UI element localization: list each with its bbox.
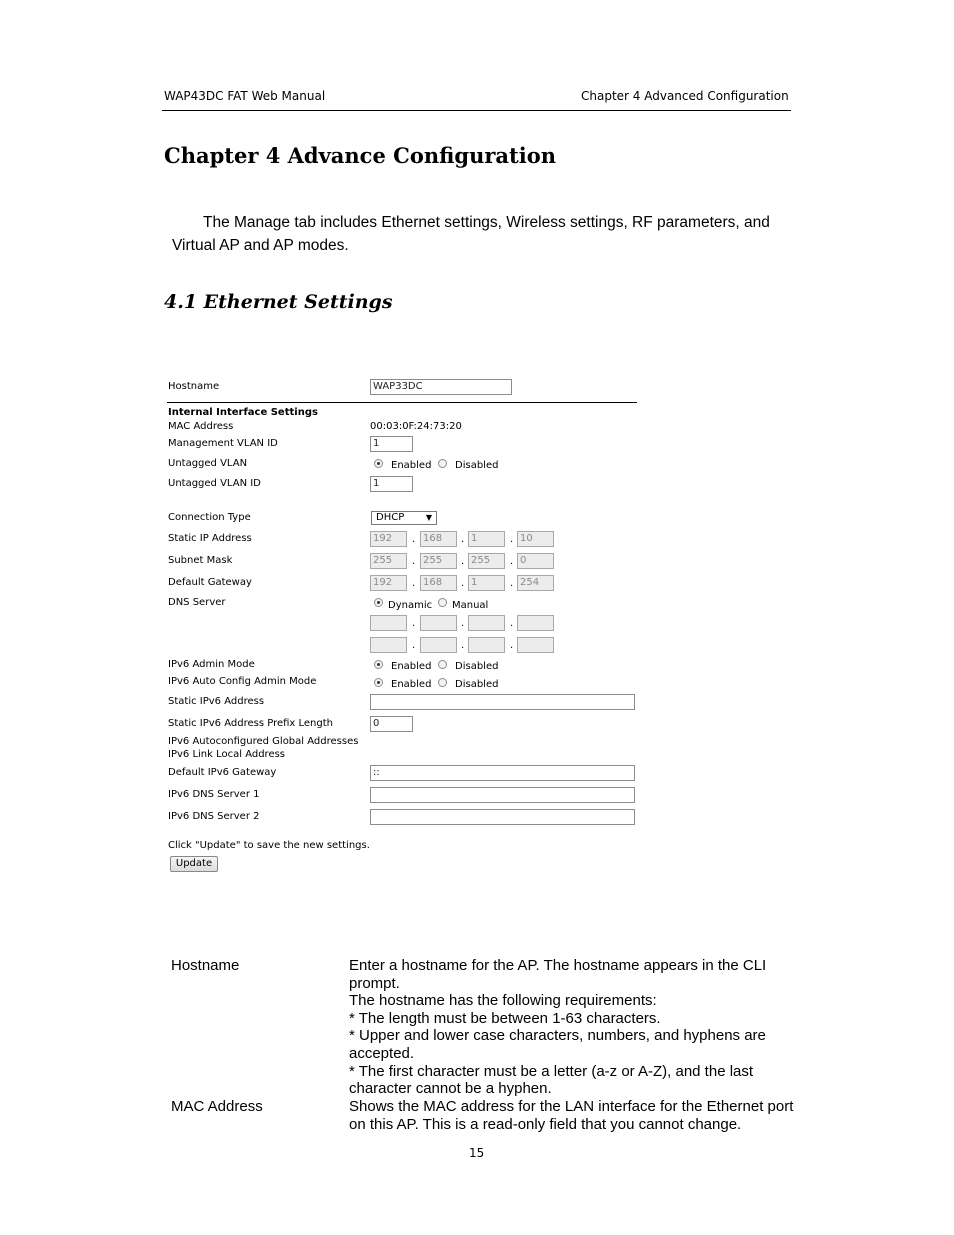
ipv6-admin-mode-label: IPv6 Admin Mode	[168, 659, 255, 670]
intro-paragraph: The Manage tab includes Ethernet settings, Wireless settings, RF parameters, and Virtual AP and AP modes.	[172, 214, 770, 254]
dns-dynamic-label: Dynamic	[388, 600, 433, 611]
static-ipv6-input[interactable]	[370, 694, 635, 710]
gateway-octet-2[interactable]: 168	[420, 575, 457, 591]
desc-hostname-line: * The first character must be a letter (a-z or A-Z), and the last character cannot be a hyphen.	[349, 1062, 754, 1098]
dns-manual-label: Manual	[452, 600, 489, 611]
octet-separator: .	[412, 556, 416, 567]
ipv6-link-local-label: IPv6 Link Local Address	[168, 749, 286, 760]
octet-separator: .	[461, 556, 465, 567]
untagged-vlan-enabled-radio[interactable]	[374, 459, 383, 468]
ipv6-dns1-label: IPv6 DNS Server 1	[168, 789, 260, 800]
static-ipv6-label: Static IPv6 Address	[168, 696, 265, 707]
dns1-octet-3[interactable]	[468, 615, 505, 631]
untagged-vlan-label: Untagged VLAN	[168, 458, 248, 469]
octet-separator: .	[412, 534, 416, 545]
hostname-input[interactable]: WAP33DC	[370, 379, 512, 395]
octet-separator: .	[461, 578, 465, 589]
ipv6-dns2-label: IPv6 DNS Server 2	[168, 811, 260, 822]
untagged-vlan-disabled-radio[interactable]	[438, 459, 447, 468]
desc-mac-address: Shows the MAC address for the LAN interface for the Ethernet port on this AP. This is a read-only field that you cannot change.	[349, 1098, 794, 1133]
section-title: 4.1 Ethernet Settings	[164, 291, 393, 313]
update-button[interactable]: Update	[170, 856, 218, 872]
dns-manual-radio[interactable]	[438, 598, 447, 607]
desc-term-mac-address: MAC Address	[171, 1098, 263, 1115]
octet-separator: .	[461, 640, 465, 651]
gateway-octet-4[interactable]: 254	[517, 575, 554, 591]
internal-interface-heading: Internal Interface Settings	[168, 407, 318, 418]
subnet-mask-label: Subnet Mask	[168, 555, 233, 566]
ipv6-admin-enabled-label: Enabled	[391, 661, 432, 672]
connection-type-value: DHCP	[376, 512, 405, 523]
mac-address-label: MAC Address	[168, 421, 234, 432]
ipv6-admin-enabled-radio[interactable]	[374, 660, 383, 669]
ipv6-admin-disabled-radio[interactable]	[438, 660, 447, 669]
gateway-octet-3[interactable]: 1	[468, 575, 505, 591]
ipv6-auto-config-label: IPv6 Auto Config Admin Mode	[168, 676, 317, 687]
default-ipv6-gateway-input[interactable]: ::	[370, 765, 635, 781]
desc-hostname	[349, 957, 794, 1098]
static-ip-octet-3[interactable]: 1	[468, 531, 505, 547]
desc-term-hostname: Hostname	[171, 957, 240, 974]
octet-separator: .	[510, 556, 514, 567]
static-ip-label: Static IP Address	[168, 533, 252, 544]
static-ipv6-prefix-label: Static IPv6 Address Prefix Length	[168, 718, 333, 729]
header-right: Chapter 4 Advanced Configuration	[581, 89, 789, 103]
dns2-octet-1[interactable]	[370, 637, 407, 653]
untagged-vlan-id-label: Untagged VLAN ID	[168, 478, 261, 489]
dns2-octet-3[interactable]	[468, 637, 505, 653]
octet-separator: .	[510, 578, 514, 589]
connection-type-label: Connection Type	[168, 512, 251, 523]
ipv6-dns1-input[interactable]	[370, 787, 635, 803]
desc-hostname-line: * The length must be between 1-63 characters.	[349, 1009, 661, 1027]
subnet-octet-3[interactable]: 255	[468, 553, 505, 569]
hostname-label: Hostname	[168, 381, 220, 392]
octet-separator: .	[510, 640, 514, 651]
octet-separator: .	[412, 578, 416, 589]
octet-separator: .	[510, 618, 514, 629]
untagged-vlan-enabled-label: Enabled	[391, 460, 432, 471]
ipv6-auto-enabled-label: Enabled	[391, 679, 432, 690]
ipv6-auto-enabled-radio[interactable]	[374, 678, 383, 687]
untagged-vlan-disabled-label: Disabled	[455, 460, 499, 471]
connection-type-select[interactable]	[371, 511, 437, 525]
page-number: 15	[469, 1146, 485, 1160]
desc-hostname-line: * Upper and lower case characters, numbers, and hyphens are accepted.	[349, 1027, 766, 1062]
default-ipv6-gateway-label: Default IPv6 Gateway	[168, 767, 277, 778]
desc-hostname-line: The hostname has the following requirements:	[349, 992, 657, 1010]
dns1-octet-4[interactable]	[517, 615, 554, 631]
untagged-vlan-id-input[interactable]: 1	[370, 476, 413, 492]
chapter-title: Chapter 4 Advance Configuration	[164, 143, 556, 168]
section-divider	[167, 402, 637, 403]
dns1-octet-1[interactable]	[370, 615, 407, 631]
mgmt-vlan-label: Management VLAN ID	[168, 438, 278, 449]
octet-separator: .	[412, 640, 416, 651]
subnet-octet-4[interactable]: 0	[517, 553, 554, 569]
desc-hostname-line: Enter a hostname for the AP. The hostname appears in the CLI prompt.	[349, 957, 767, 992]
dns1-octet-2[interactable]	[420, 615, 457, 631]
octet-separator: .	[461, 618, 465, 629]
dns2-octet-2[interactable]	[420, 637, 457, 653]
update-hint: Click "Update" to save the new settings.	[168, 840, 370, 851]
ipv6-admin-disabled-label: Disabled	[455, 661, 499, 672]
dns2-octet-4[interactable]	[517, 637, 554, 653]
static-ipv6-prefix-input[interactable]: 0	[370, 716, 413, 732]
dns-dynamic-radio[interactable]	[374, 598, 383, 607]
mac-address-value: 00:03:0F:24:73:20	[370, 421, 462, 432]
mgmt-vlan-input[interactable]: 1	[370, 436, 413, 452]
static-ip-octet-1[interactable]: 192	[370, 531, 407, 547]
ipv6-auto-disabled-radio[interactable]	[438, 678, 447, 687]
dns-server-label: DNS Server	[168, 597, 226, 608]
subnet-octet-1[interactable]: 255	[370, 553, 407, 569]
default-gateway-label: Default Gateway	[168, 577, 252, 588]
chevron-down-icon: ▼	[425, 513, 432, 522]
octet-separator: .	[412, 618, 416, 629]
static-ip-octet-2[interactable]: 168	[420, 531, 457, 547]
static-ip-octet-4[interactable]: 10	[517, 531, 554, 547]
gateway-octet-1[interactable]: 192	[370, 575, 407, 591]
header-left: WAP43DC FAT Web Manual	[164, 89, 326, 103]
ipv6-auto-disabled-label: Disabled	[455, 679, 499, 690]
octet-separator: .	[510, 534, 514, 545]
subnet-octet-2[interactable]: 255	[420, 553, 457, 569]
ipv6-autoconf-global-label: IPv6 Autoconfigured Global Addresses	[168, 736, 359, 747]
octet-separator: .	[461, 534, 465, 545]
header-divider	[162, 110, 791, 111]
ipv6-dns2-input[interactable]	[370, 809, 635, 825]
